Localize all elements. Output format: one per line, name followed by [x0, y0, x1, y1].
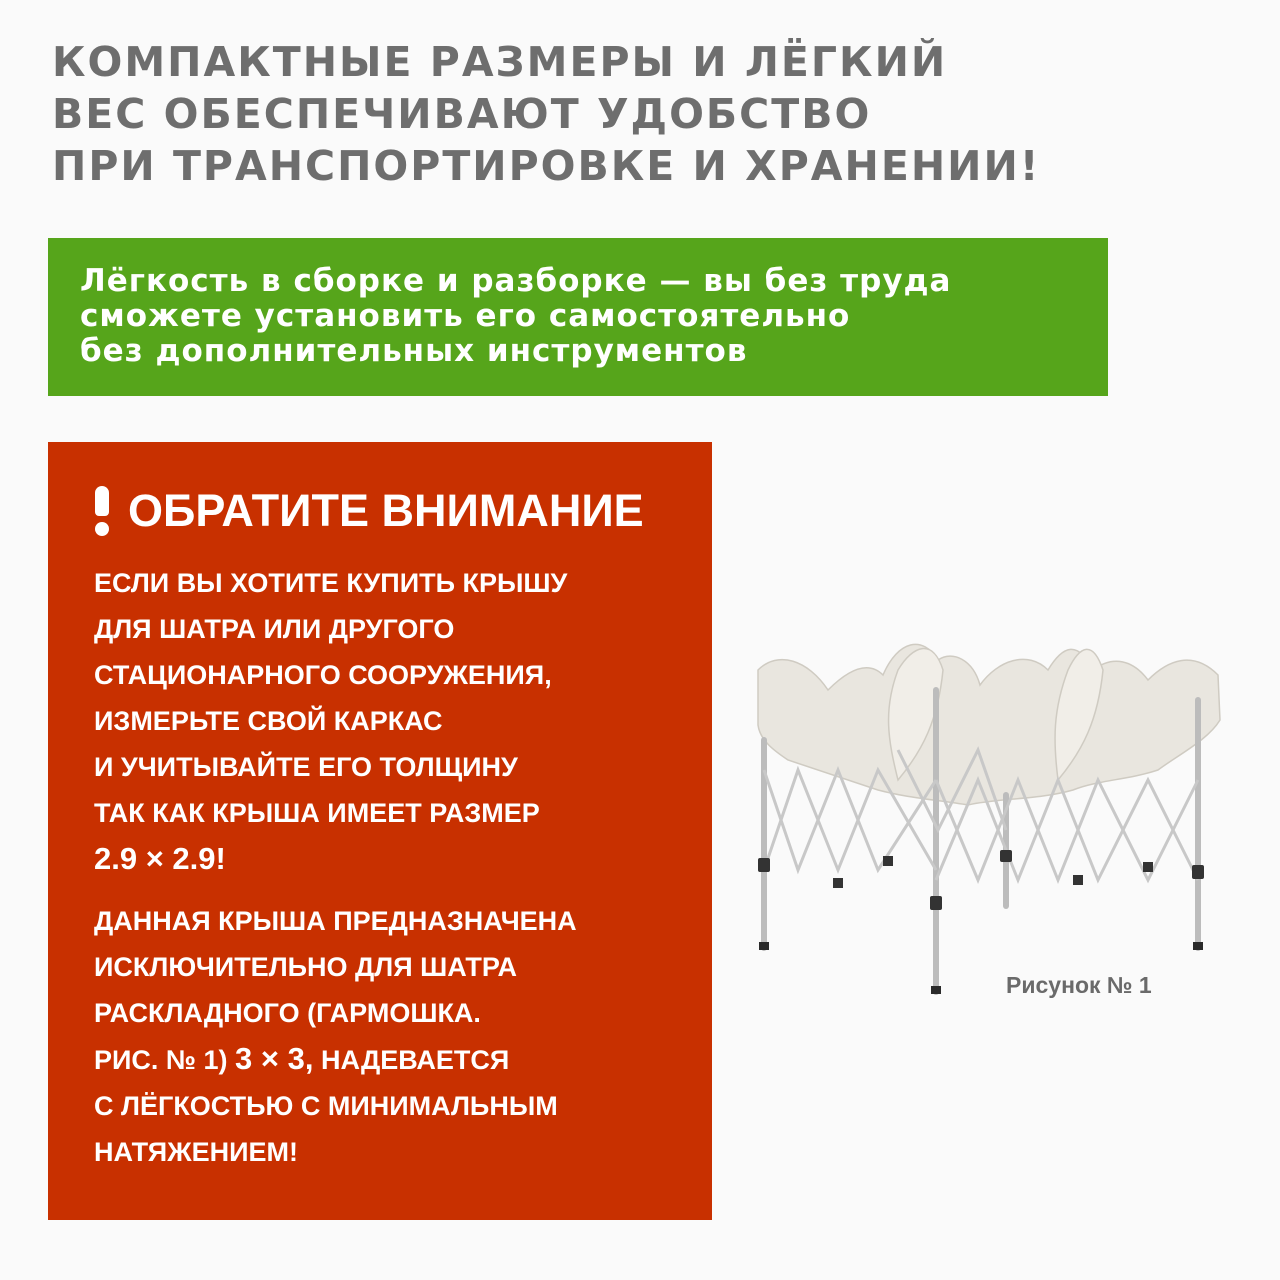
folding-tent-frame-image [748, 630, 1228, 1000]
warning-line: СТАЦИОНАРНОГО СООРУЖЕНИЯ, [94, 660, 552, 690]
warning-box [48, 442, 712, 1220]
assembly-info-line: без дополнительных инструментов [80, 333, 748, 369]
headline [52, 36, 1232, 192]
warning-paragraph-2 [94, 898, 577, 1175]
warning-line: НАТЯЖЕНИЕМ! [94, 1137, 299, 1167]
tent-size: 3 × 3, [235, 1041, 314, 1076]
warning-line-mixed [94, 1036, 577, 1083]
warning-paragraph-1 [94, 560, 567, 882]
warning-line: ЕСЛИ ВЫ ХОТИТЕ КУПИТЬ КРЫШУ [94, 568, 568, 598]
assembly-info-box [48, 238, 1108, 396]
headline-line: ПРИ ТРАНСПОРТИРОВКЕ И ХРАНЕНИИ! [52, 142, 1041, 190]
exclamation-icon [92, 486, 112, 536]
figure-reference: РИС. № 1) [94, 1045, 236, 1075]
assembly-info-line: Лёгкость в сборке и разборке — вы без труда [80, 263, 952, 299]
warning-line: С ЛЁГКОСТЬЮ С МИНИМАЛЬНЫМ [94, 1091, 558, 1121]
warning-line: ТАК КАК КРЫША ИМЕЕТ РАЗМЕР [94, 798, 540, 828]
warning-line: ИЗМЕРЬТЕ СВОЙ КАРКАС [94, 706, 443, 736]
warning-line: РАСКЛАДНОГО (ГАРМОШКА. [94, 998, 481, 1028]
warning-title: ОБРАТИТЕ ВНИМАНИЕ [128, 485, 644, 536]
warning-header [92, 486, 644, 536]
roof-size: 2.9 × 2.9! [94, 841, 226, 876]
warning-line: ИСКЛЮЧИТЕЛЬНО ДЛЯ ШАТРА [94, 952, 518, 982]
warning-line: ДЛЯ ШАТРА ИЛИ ДРУГОГО [94, 614, 455, 644]
warning-line: И УЧИТЫВАЙТЕ ЕГО ТОЛЩИНУ [94, 752, 518, 782]
assembly-info-text [80, 264, 951, 369]
assembly-info-line: сможете установить его самостоятельно [80, 298, 851, 334]
warning-line: ДАННАЯ КРЫША ПРЕДНАЗНАЧЕНА [94, 906, 577, 936]
warning-line-suffix: НАДЕВАЕТСЯ [313, 1045, 510, 1075]
headline-line: ВЕС ОБЕСПЕЧИВАЮТ УДОБСТВО [52, 90, 872, 138]
headline-line: КОМПАКТНЫЕ РАЗМЕРЫ И ЛЁГКИЙ [52, 38, 948, 86]
figure-caption: Рисунок № 1 [1006, 972, 1152, 998]
